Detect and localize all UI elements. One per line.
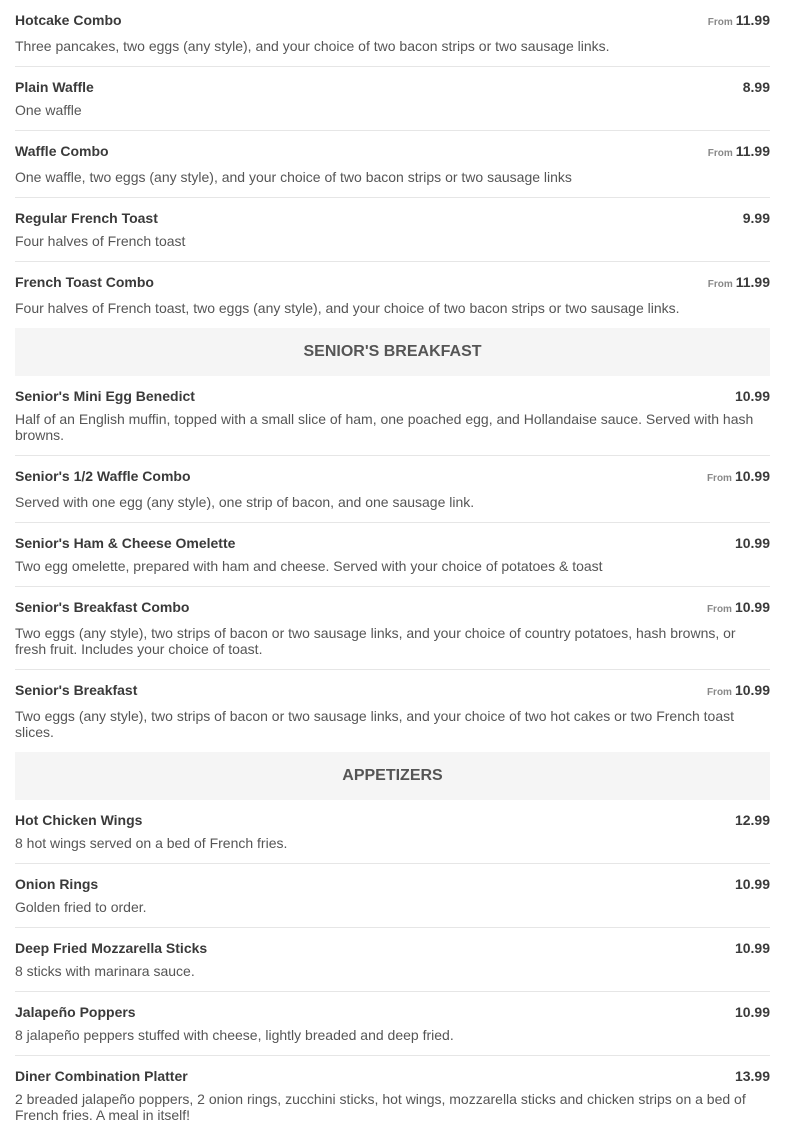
menu-item-description: One waffle xyxy=(15,102,82,118)
menu-item-header xyxy=(15,599,770,618)
menu-item-description: Two eggs (any style), two strips of bacon or two sausage links, and your choice of two hot cakes or two French toast slices. xyxy=(15,708,735,740)
menu-item-description: Served with one egg (any style), one strip of bacon, and one sausage link. xyxy=(15,494,475,510)
menu-item-description: Two egg omelette, prepared with ham and cheese. Served with your choice of potatoes & toast xyxy=(15,558,603,574)
price-value: 13.99 xyxy=(734,1068,770,1084)
menu-item[interactable] xyxy=(15,131,770,198)
menu-item-description: One waffle, two eggs (any style), and your choice of two bacon strips or two sausage links xyxy=(15,169,572,185)
menu-item[interactable] xyxy=(15,523,770,587)
breakfast-items xyxy=(15,0,770,328)
price-value: 10.99 xyxy=(734,1004,770,1020)
price-value: 9.99 xyxy=(742,210,770,226)
menu-item-price xyxy=(707,468,770,487)
menu-item[interactable] xyxy=(15,198,770,262)
menu-item[interactable] xyxy=(15,456,770,523)
menu-item-price xyxy=(735,535,770,551)
menu-item[interactable] xyxy=(15,864,770,928)
menu-item-header xyxy=(15,1004,770,1020)
section-header-seniors: SENIOR'S BREAKFAST xyxy=(15,328,770,376)
from-label: From xyxy=(706,473,732,484)
section-header-appetizers: APPETIZERS xyxy=(15,752,770,800)
menu-item[interactable] xyxy=(15,800,770,864)
appetizer-items xyxy=(15,800,770,1135)
menu-item-name: Senior's Breakfast xyxy=(15,682,138,698)
menu-item-name: French Toast Combo xyxy=(15,274,154,290)
menu-item-description: Four halves of French toast xyxy=(15,233,186,249)
menu-item[interactable] xyxy=(15,670,770,752)
menu-item[interactable] xyxy=(15,67,770,131)
from-label: From xyxy=(707,17,733,28)
menu-item-name: Regular French Toast xyxy=(15,210,158,226)
menu-item-header xyxy=(15,1068,770,1084)
menu-item-name: Waffle Combo xyxy=(15,143,109,159)
price-value: 10.99 xyxy=(734,876,770,892)
price-value: 10.99 xyxy=(734,468,770,484)
price-value: 11.99 xyxy=(735,143,770,159)
menu-item-header xyxy=(15,143,770,162)
price-value: 12.99 xyxy=(734,812,770,828)
menu-item-price xyxy=(708,143,770,162)
price-value: 10.99 xyxy=(734,682,770,698)
menu-item[interactable] xyxy=(15,587,770,670)
menu-item-description: 2 breaded jalapeño poppers, 2 onion rings, zucchini sticks, hot wings, mozzarella sticks and chicken strips on a bed of French fries. A meal in itself! xyxy=(15,1091,746,1123)
menu-item-description: 8 jalapeño peppers stuffed with cheese, lightly breaded and deep fried. xyxy=(15,1027,454,1043)
menu-item-price xyxy=(743,79,770,95)
menu-item-name: Hot Chicken Wings xyxy=(15,812,143,828)
menu-item-name: Plain Waffle xyxy=(15,79,94,95)
menu-item-description: 8 hot wings served on a bed of French fries. xyxy=(15,835,288,851)
menu-item-name: Hotcake Combo xyxy=(15,12,122,28)
menu-item-price xyxy=(735,1004,770,1020)
menu-item-price xyxy=(708,274,770,293)
menu-item-header xyxy=(15,388,770,404)
menu-item-price xyxy=(707,599,770,618)
menu-item-header xyxy=(15,468,770,487)
menu-item[interactable] xyxy=(15,1056,770,1135)
menu-item[interactable] xyxy=(15,992,770,1056)
menu-item-name: Deep Fried Mozzarella Sticks xyxy=(15,940,208,956)
menu-item[interactable] xyxy=(15,262,770,328)
from-label: From xyxy=(707,279,733,290)
menu-item-header xyxy=(15,812,770,828)
menu-item-header xyxy=(15,79,770,95)
menu-item-header xyxy=(15,12,770,31)
menu-item-price xyxy=(735,940,770,956)
price-value: 10.99 xyxy=(734,388,770,404)
menu-item-description: Two eggs (any style), two strips of bacon or two sausage links, and your choice of country potatoes, hash browns, or fresh fruit. Includes your choice of toast. xyxy=(15,625,736,657)
menu-item-name: Senior's Breakfast Combo xyxy=(15,599,190,615)
menu-item[interactable] xyxy=(15,376,770,456)
price-value: 11.99 xyxy=(735,12,770,28)
menu-item-header xyxy=(15,210,770,226)
from-label: From xyxy=(706,604,732,615)
menu-item-name: Senior's 1/2 Waffle Combo xyxy=(15,468,191,484)
menu-list xyxy=(15,0,770,1135)
menu-item-description: Four halves of French toast, two eggs (any style), and your choice of two bacon strips or two sausage links. xyxy=(15,300,680,316)
menu-item-price xyxy=(708,12,770,31)
menu-item-price xyxy=(735,1068,770,1084)
menu-item-name: Senior's Mini Egg Benedict xyxy=(15,388,195,404)
menu-item[interactable] xyxy=(15,0,770,67)
menu-item-name: Senior's Ham & Cheese Omelette xyxy=(15,535,236,551)
menu-item-price xyxy=(735,812,770,828)
price-value: 11.99 xyxy=(735,274,770,290)
menu-item-name: Jalapeño Poppers xyxy=(15,1004,136,1020)
menu-item-header xyxy=(15,535,770,551)
menu-item-description: Three pancakes, two eggs (any style), and your choice of two bacon strips or two sausage links. xyxy=(15,38,610,54)
from-label: From xyxy=(707,148,733,159)
price-value: 10.99 xyxy=(734,599,770,615)
menu-item-price xyxy=(735,876,770,892)
menu-item-description: Golden fried to order. xyxy=(15,899,147,915)
menu-item-header xyxy=(15,940,770,956)
price-value: 8.99 xyxy=(742,79,770,95)
menu-item-description: Half of an English muffin, topped with a small slice of ham, one poached egg, and Hollandaise sauce. Served with hash browns. xyxy=(15,411,754,443)
menu-item-header xyxy=(15,876,770,892)
senior-items xyxy=(15,376,770,752)
menu-item-header xyxy=(15,682,770,701)
menu-item-description: 8 sticks with marinara sauce. xyxy=(15,963,195,979)
price-value: 10.99 xyxy=(734,940,770,956)
menu-item-name: Onion Rings xyxy=(15,876,99,892)
menu-item-price xyxy=(743,210,770,226)
menu-item[interactable] xyxy=(15,928,770,992)
price-value: 10.99 xyxy=(734,535,770,551)
from-label: From xyxy=(706,687,732,698)
menu-item-price xyxy=(735,388,770,404)
menu-item-header xyxy=(15,274,770,293)
menu-item-name: Diner Combination Platter xyxy=(15,1068,188,1084)
menu-item-price xyxy=(707,682,770,701)
